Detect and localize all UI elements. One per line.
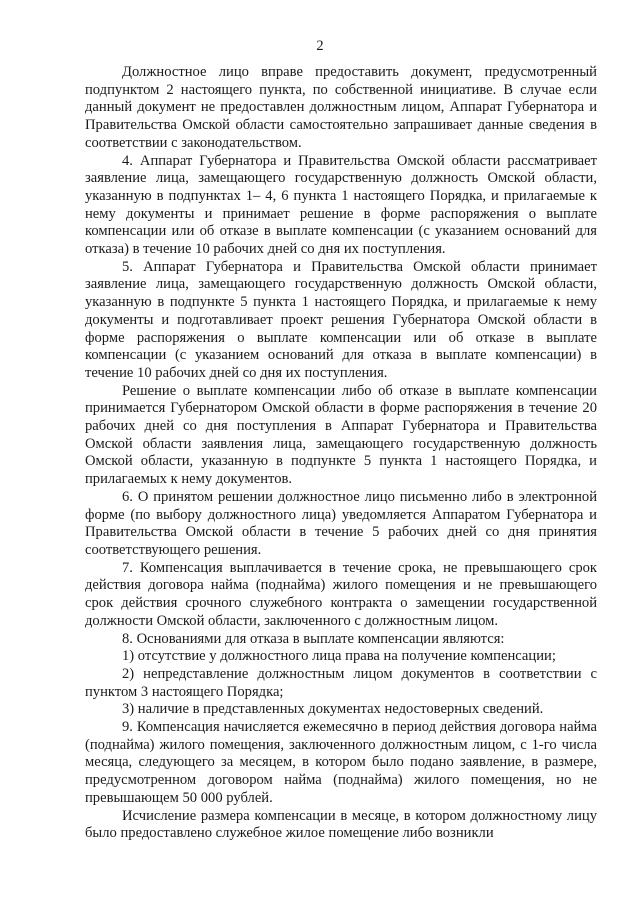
paragraph: 3) наличие в представленных документах недостоверных сведений. <box>122 701 544 718</box>
paragraph: 1) отсутствие у должностного лица права на получение компенсации; <box>122 648 556 665</box>
paragraph: Должностное лицо вправе предоставить документ, предусмотренный подпунктом 2 настоящего пункта, по собственной инициативе. В случае если данный документ не предоставлен должностным лицом, Аппарат Губернатора и Правительства Омской области самостоятельно запрашивает данные сведения в соответствии с законодательством. <box>85 64 597 151</box>
paragraph: 7. Компенсация выплачивается в течение срока, не превышающего срок действия договора найма (поднайма) жилого помещения и не превышающего срок действия срочного служебного контракта о замещении государственной должности Омской области, заключенного с должностным лицом. <box>85 559 597 629</box>
paragraph: Исчисление размера компенсации в месяце, в котором должностному лицу было предоставлено служебное жилое помещение либо возникли <box>85 807 597 842</box>
paragraph: 4. Аппарат Губернатора и Правительства Омской области рассматривает заявление лица, замещающего государственную должность Омской области, указанную в подпунктах 1– 4, 6 пункта 1 настоящего Порядка, и прилагаемые к нему документы и принимает решение в форме распоряжения о выплате компенсации или об отказе в выплате компенсации (с указанием оснований для отказа) в течение 10 рабочих дней со дня их поступления. <box>85 152 597 258</box>
paragraph: 8. Основаниями для отказа в выплате компенсации являются: <box>122 630 505 647</box>
paragraph: 9. Компенсация начисляется ежемесячно в период действия договора найма (поднайма) жилого помещения, заключенного должностным лицом, с 1-го числа месяца, следующего за месяцем, в котором было подано заявление, в размере, предусмотренном договором найма (поднайма) жилого помещения, но не превышающем 50 000 рублей. <box>85 719 597 806</box>
paragraph: 2) непредставление должностным лицом документов в соответствии с пунктом 3 настоящего Порядка; <box>85 665 597 700</box>
paragraph: Решение о выплате компенсации либо об отказе в выплате компенсации принимается Губернатором Омской области в форме распоряжения в течение 20 рабочих дней со дня поступления в Аппарат Губернатора и Правительства Омской области заявления лица, замещающего государственную должность Омской области, указанную в подпункте 5 пункта 1 настоящего Порядка, и прилагаемых к нему документов. <box>85 382 597 488</box>
paragraph: 5. Аппарат Губернатора и Правительства Омской области принимает заявление лица, замещающего государственную должность Омской области, указанную в подпункте 5 пункта 1 настоящего Порядка, и прилагаемые к нему документы и подготавливает проект решения Губернатора Омской области в форме распоряжения о выплате компенсации или об отказе в выплате компенсации (с указанием оснований для отказа в выплате компенсации) в течение 10 рабочих дней со дня их поступления. <box>85 258 597 381</box>
paragraph: 6. О принятом решении должностное лицо письменно либо в электронной форме (по выбору должностного лица) уведомляется Аппаратом Губернатора и Правительства Омской области в течение 5 рабочих дней со дня принятия соответствующего решения. <box>85 488 597 558</box>
page-number: 2 <box>316 38 324 54</box>
document-body <box>85 64 597 843</box>
